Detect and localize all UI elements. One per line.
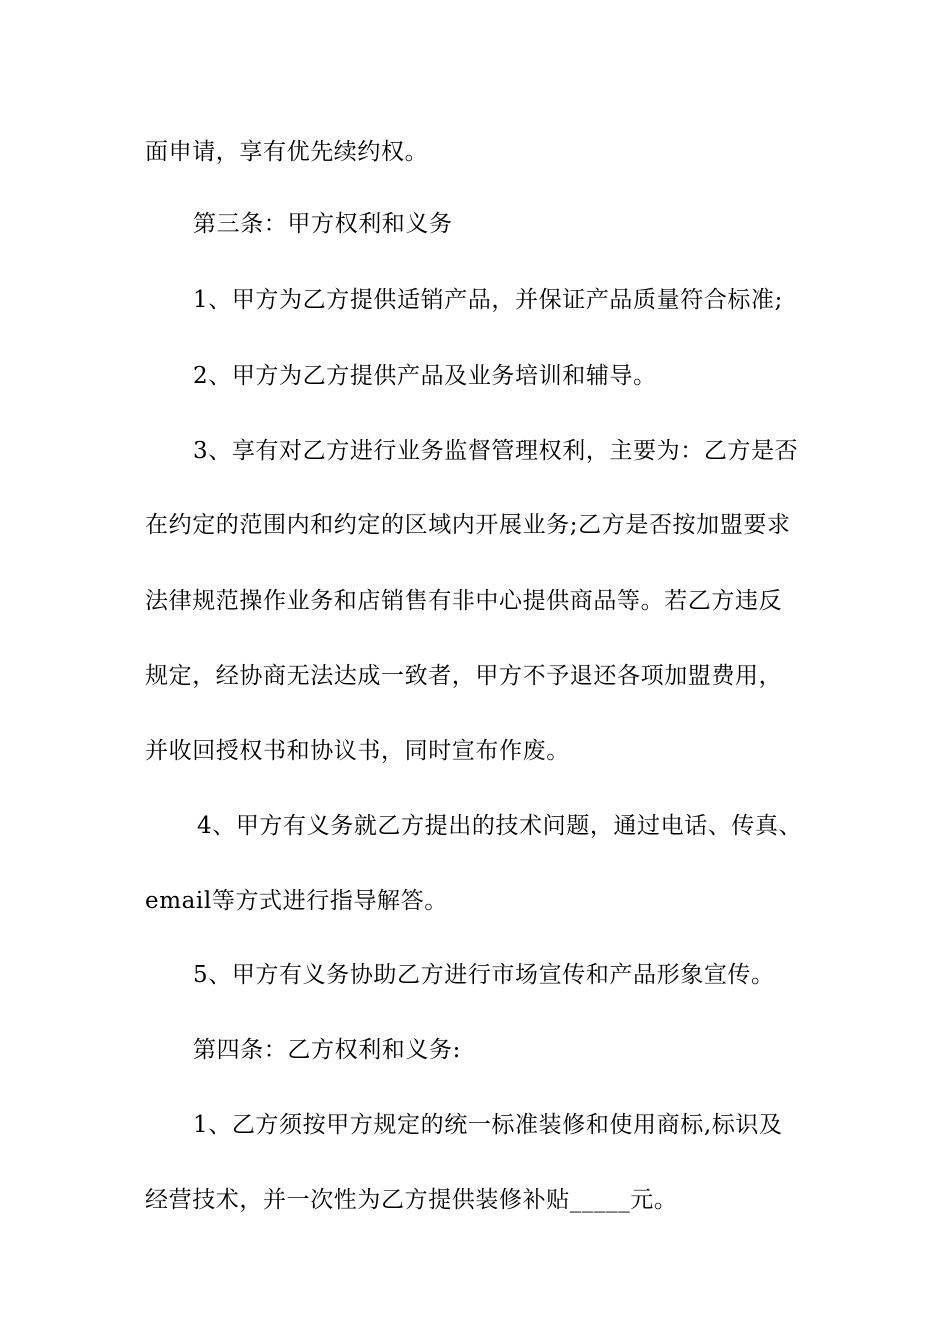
paragraph-line-15: 经营技术，并一次性为乙方提供装修补贴_____元。 — [145, 1187, 678, 1213]
paragraph-line-5: 3、享有对乙方进行业务监督管理权利，主要为：乙方是否 — [193, 438, 799, 464]
paragraph-line-11: email等方式进行指导解答。 — [145, 888, 448, 914]
paragraph-line-7: 法律规范操作业务和店销售有非中心提供商品等。若乙方违反 — [145, 588, 783, 614]
paragraph-line-9: 并收回授权书和协议书，同时宣布作废。 — [145, 738, 570, 764]
paragraph-line-12: 5、甲方有义务协助乙方进行市场宣传和产品形象宣传。 — [193, 962, 775, 988]
paragraph-line-1: 面申请，享有优先续约权。 — [145, 139, 429, 165]
paragraph-line-3: 1、甲方为乙方提供适销产品，并保证产品质量符合标准; — [193, 287, 783, 313]
paragraph-line-4: 2、甲方为乙方提供产品及业务培训和辅导。 — [193, 363, 657, 389]
paragraph-line-8: 规定，经协商无法达成一致者，甲方不予退还各项加盟费用， — [145, 663, 783, 689]
paragraph-line-10: 4、甲方有义务就乙方提出的技术问题，通过电话、传真、 — [197, 813, 803, 839]
section-heading-article-3: 第三条：甲方权利和义务 — [193, 211, 453, 237]
paragraph-line-14: 1、乙方须按甲方规定的统一标准装修和使用商标,标识及 — [193, 1112, 783, 1138]
section-heading-article-4: 第四条：乙方权利和义务: — [193, 1037, 461, 1063]
paragraph-line-6: 在约定的范围内和约定的区域内开展业务;乙方是否按加盟要求 — [145, 512, 791, 538]
